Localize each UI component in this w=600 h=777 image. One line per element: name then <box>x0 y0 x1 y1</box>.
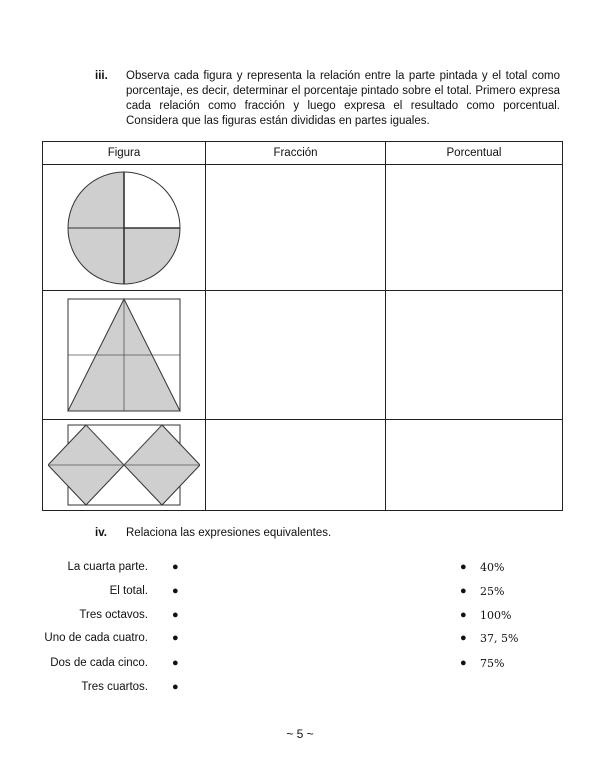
fraccion-answer-cell[interactable] <box>206 291 386 420</box>
page-number: ~ 5 ~ <box>286 727 314 741</box>
right-match-dot[interactable]: ● <box>460 609 467 621</box>
section-iv-instructions: Relaciona las expresiones equivalentes. <box>126 527 332 539</box>
figures-table <box>42 141 563 511</box>
section-iii-instructions: Observa cada figura y representa la relación entre la parte pintada y el total como porcentaje, es decir, determinar el porcentaje pintado sobre el total. Primero expresa cada relación como fracción y luego expresa el resultado como porcentual. Considera que las figuras están divididas en partes iguales. <box>126 70 560 127</box>
left-match-dot[interactable]: ● <box>172 632 179 644</box>
table-row <box>43 291 563 420</box>
header-porcentual: Porcentual <box>386 142 563 165</box>
right-item: 40% <box>480 561 505 574</box>
left-item: Dos de cada cinco. <box>50 657 148 669</box>
triangle-figure <box>66 297 182 413</box>
fraccion-answer-cell[interactable] <box>206 420 386 511</box>
porcentual-answer-cell[interactable] <box>386 165 563 291</box>
section-iii-label: iii. <box>95 70 108 82</box>
right-match-dot[interactable]: ● <box>460 657 467 669</box>
right-item: 37, 5% <box>480 632 519 645</box>
porcentual-answer-cell[interactable] <box>386 420 563 511</box>
left-item: Uno de cada cuatro. <box>44 632 148 644</box>
right-match-dot[interactable]: ● <box>460 632 467 644</box>
left-item: La cuarta parte. <box>67 561 148 573</box>
right-match-dot[interactable]: ● <box>460 585 467 597</box>
figure-cell-triangle <box>43 291 206 420</box>
table-row <box>43 420 563 511</box>
table-row <box>43 165 563 291</box>
left-match-dot[interactable]: ● <box>172 657 179 669</box>
left-match-dot[interactable]: ● <box>172 561 179 573</box>
left-item: El total. <box>109 585 148 597</box>
left-item: Tres cuartos. <box>81 681 148 693</box>
right-item: 25% <box>480 585 505 598</box>
porcentual-answer-cell[interactable] <box>386 291 563 420</box>
left-match-dot[interactable]: ● <box>172 585 179 597</box>
right-item: 75% <box>480 657 505 670</box>
right-item: 100% <box>480 609 512 622</box>
section-iv-label: iv. <box>95 527 107 539</box>
table-header-row <box>43 142 563 165</box>
left-match-dot[interactable]: ● <box>172 681 179 693</box>
diamonds-figure <box>48 423 200 507</box>
fraccion-answer-cell[interactable] <box>206 165 386 291</box>
header-fraccion: Fracción <box>206 142 386 165</box>
left-item: Tres octavos. <box>79 609 148 621</box>
circle-figure <box>64 168 184 288</box>
right-match-dot[interactable]: ● <box>460 561 467 573</box>
figure-cell-circle <box>43 165 206 291</box>
header-figura: Figura <box>43 142 206 165</box>
figure-cell-diamonds <box>43 420 206 511</box>
left-match-dot[interactable]: ● <box>172 609 179 621</box>
